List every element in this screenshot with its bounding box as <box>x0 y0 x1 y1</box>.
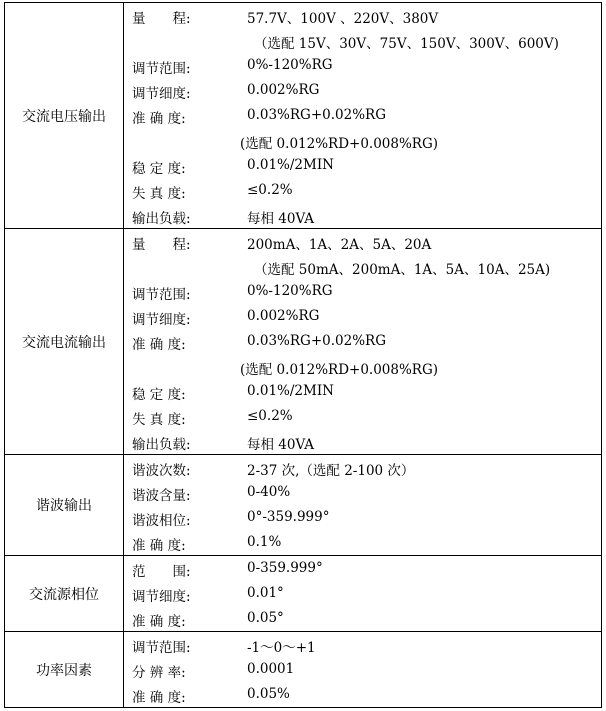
spec-value: 2-37 次,（选配 2-100 次） <box>247 463 415 479</box>
spec-value: 0°-359.999° <box>247 509 330 525</box>
section-details <box>124 632 602 708</box>
spec-label: 调节细度: <box>132 312 191 328</box>
spec-label: 调节范围: <box>132 61 191 77</box>
spec-value: 0%-120%RG <box>247 57 333 73</box>
spec-value: 0-359.999° <box>247 560 323 576</box>
spec-row <box>124 657 601 682</box>
spec-value: 0%-120%RG <box>247 283 333 299</box>
spec-value: 0.01%/2MIN <box>247 383 334 399</box>
spec-row <box>124 429 601 454</box>
section-category: 功率因素 <box>5 632 124 708</box>
spec-row <box>124 153 601 178</box>
section-details <box>124 3 602 229</box>
section-category: 交流源相位 <box>5 556 124 632</box>
spec-row <box>124 329 601 354</box>
spec-value: 0.03%RG+0.02%RG <box>247 333 386 349</box>
spec-row <box>124 178 601 203</box>
spec-row <box>124 581 601 606</box>
spec-value: 0.05% <box>247 686 290 702</box>
spec-value: （选配 15V、30V、75V、150V、300V、600V) <box>254 36 559 52</box>
spec-row <box>124 632 601 657</box>
spec-label: 准 确 度: <box>132 614 186 630</box>
spec-row <box>124 354 601 379</box>
spec-value: 每相 40VA <box>247 437 315 453</box>
spec-value: ≤0.2% <box>247 408 293 424</box>
spec-value: ≤0.2% <box>247 182 293 198</box>
spec-label: 调节范围: <box>132 640 191 656</box>
spec-label: 分 辨 率: <box>132 665 186 681</box>
spec-value: 57.7V、100V 、220V、380V <box>247 11 439 27</box>
spec-row <box>124 530 601 555</box>
spec-row <box>124 556 601 581</box>
spec-value: 200mA、1A、2A、5A、20A <box>247 237 432 253</box>
spec-value: 0.002%RG <box>247 308 320 324</box>
section-details <box>124 229 602 455</box>
spec-value: 0.0001 <box>247 661 295 677</box>
spec-label: 稳 定 度: <box>132 161 186 177</box>
spec-label: 量 程: <box>132 11 191 27</box>
spec-value: 每相 40VA <box>247 211 315 227</box>
spec-row <box>124 3 601 28</box>
spec-label: 范 围: <box>132 564 191 580</box>
spec-row <box>124 505 601 530</box>
spec-value: 0.05° <box>247 610 284 626</box>
spec-row <box>124 279 601 304</box>
spec-label: 谐波含量: <box>132 488 191 504</box>
spec-row <box>124 103 601 128</box>
spec-row <box>124 203 601 228</box>
spec-label: 稳 定 度: <box>132 387 186 403</box>
spec-label: 谐波相位: <box>132 513 191 529</box>
spec-row <box>124 229 601 254</box>
spec-row <box>124 53 601 78</box>
spec-row <box>124 480 601 505</box>
spec-value: 0.01%/2MIN <box>247 157 334 173</box>
spec-value: (选配 0.012%RD+0.008%RG) <box>240 136 439 152</box>
spec-label: 准 确 度: <box>132 111 186 127</box>
spec-section <box>5 556 602 632</box>
section-details <box>124 556 602 632</box>
spec-label: 调节范围: <box>132 287 191 303</box>
spec-label: 失 真 度: <box>132 412 186 428</box>
spec-row <box>124 304 601 329</box>
spec-label: 失 真 度: <box>132 186 186 202</box>
spec-label: 准 确 度: <box>132 337 186 353</box>
spec-value: 0.03%RG+0.02%RG <box>247 107 386 123</box>
spec-value: 0.1% <box>247 534 282 550</box>
spec-section <box>5 632 602 708</box>
spec-label: 输出负载: <box>132 437 191 453</box>
spec-table <box>4 2 602 708</box>
spec-label: 准 确 度: <box>132 538 186 554</box>
spec-row <box>124 455 601 480</box>
spec-section <box>5 229 602 455</box>
spec-section <box>5 455 602 556</box>
section-category: 交流电流输出 <box>5 229 124 455</box>
spec-row <box>124 606 601 631</box>
section-category: 交流电压输出 <box>5 3 124 229</box>
spec-label: 量 程: <box>132 237 191 253</box>
spec-row <box>124 682 601 707</box>
spec-label: 调节细度: <box>132 589 191 605</box>
spec-row <box>124 404 601 429</box>
spec-value: 0.01° <box>247 585 284 601</box>
spec-label: 谐波次数: <box>132 463 191 479</box>
spec-value: 0.002%RG <box>247 82 320 98</box>
spec-label: 准 确 度: <box>132 690 186 706</box>
spec-label: 调节细度: <box>132 86 191 102</box>
section-details <box>124 455 602 556</box>
spec-label: 输出负载: <box>132 211 191 227</box>
spec-value: 0-40% <box>247 484 291 500</box>
spec-value: -1～0～+1 <box>247 640 316 656</box>
spec-row <box>124 28 601 53</box>
spec-value: (选配 0.012%RD+0.008%RG) <box>240 362 439 378</box>
spec-section <box>5 3 602 229</box>
spec-row <box>124 379 601 404</box>
spec-value: （选配 50mA、200mA、1A、5A、10A、25A) <box>254 262 551 278</box>
spec-row <box>124 254 601 279</box>
spec-row <box>124 128 601 153</box>
spec-row <box>124 78 601 103</box>
section-category: 谐波输出 <box>5 455 124 556</box>
